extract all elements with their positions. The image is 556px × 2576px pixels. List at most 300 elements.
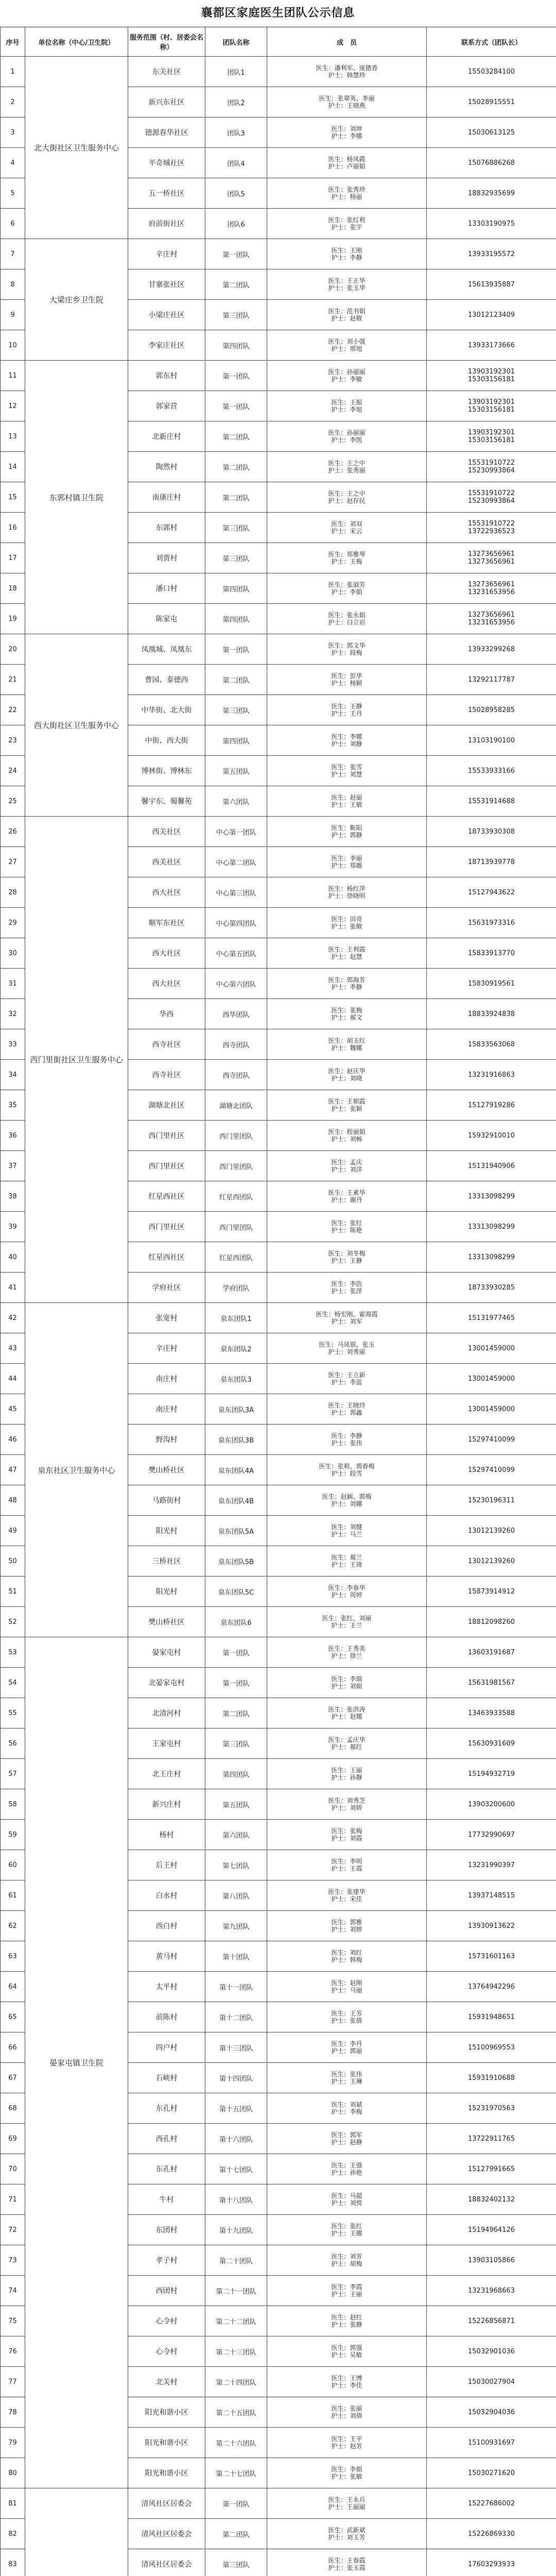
service-area: 西寺社区 (128, 1029, 205, 1060)
team-members: 医生：郭雅 护士：刘婷 (267, 1911, 427, 1941)
team-members: 医生：王之中 护士：张秀丽 (267, 452, 427, 482)
row-number: 72 (1, 2215, 25, 2245)
team-members: 医生：李明 护士：王霞 (267, 1850, 427, 1880)
team-members: 医生：郭军 护士：赵静 (267, 2124, 427, 2154)
team-members: 医生：郭海芳 护士：李静 (267, 969, 427, 999)
team-members: 医生：刘芳 护士：胡梅 (267, 2245, 427, 2276)
team-name: 中心第五团队 (205, 938, 267, 969)
service-area: 陶然村 (128, 452, 205, 482)
leader-phone: 15931910688 (427, 2063, 556, 2093)
row-number: 28 (1, 877, 25, 908)
team-members: 医生：张雪 护士：刘慧 (267, 756, 427, 786)
team-name: 第十六团队 (205, 2124, 267, 2154)
service-area: 樊山桥社区 (128, 1455, 205, 1485)
service-area: 西大社区 (128, 938, 205, 969)
table-row (1, 1637, 556, 1668)
service-area: 曹园、泰德西 (128, 665, 205, 695)
team-members: 医生：王秀美 护士：徐兰 (267, 1637, 427, 1668)
leader-phone: 18812098260 (427, 1607, 556, 1637)
row-number: 52 (1, 1607, 25, 1637)
team-members: 医生：张梅 护士：刘霞 (267, 1820, 427, 1850)
leader-phone: 15833563068 (427, 1029, 556, 1060)
center-name: 西大街社区卫生服务中心 (25, 634, 128, 817)
table-header-row (1, 27, 556, 57)
row-number: 38 (1, 1181, 25, 1212)
row-number: 59 (1, 1820, 25, 1850)
leader-phone: 15531910722 13722936523 (427, 513, 556, 543)
service-area: 新兴庄村 (128, 1789, 205, 1820)
row-number: 39 (1, 1212, 25, 1242)
service-area: 学府社区 (128, 1273, 205, 1303)
team-members: 医生：刘双 护士：宋云 (267, 513, 427, 543)
service-area: 南庄村 (128, 1364, 205, 1394)
leader-phone: 15127991665 (427, 2154, 556, 2184)
team-name: 第二团队 (205, 665, 267, 695)
leader-phone: 13103190100 (427, 725, 556, 756)
team-members: 医生：刘红 护士：韩梅 (267, 1941, 427, 1972)
row-number: 55 (1, 1698, 25, 1728)
center-name: 西门里街社区卫生服务中心 (25, 817, 128, 1303)
team-name: 第一团队 (205, 1637, 267, 1668)
service-area: 樊山桥社区 (128, 1607, 205, 1637)
team-members: 医生：王素华 护士：谢丹 (267, 1181, 427, 1212)
leader-phone: 13292117787 (427, 665, 556, 695)
service-area: 白水村 (128, 1880, 205, 1911)
team-name: 第六团队 (205, 786, 267, 817)
service-area: 后王村 (128, 1850, 205, 1880)
team-name: 第二十团队 (205, 2245, 267, 2276)
row-number: 2 (1, 87, 25, 117)
team-members: 医生：刘坤 护士：李娜 (267, 117, 427, 148)
team-name: 第一团队 (205, 1668, 267, 1698)
team-members: 医生：郑雅琴 护士：王梅 (267, 543, 427, 573)
row-number: 1 (1, 57, 25, 87)
team-name: 团队2 (205, 87, 267, 117)
team-members: 医生：赵丽 护士：王敏 (267, 786, 427, 817)
row-number: 13 (1, 421, 25, 452)
row-number: 42 (1, 1303, 25, 1333)
center-name: 晏家屯镇卫生院 (25, 1637, 128, 2488)
team-name: 第十一团队 (205, 1972, 267, 2002)
team-name: 第四团队 (205, 604, 267, 634)
team-members: 医生：李静 护士：张伟 (267, 1425, 427, 1455)
leader-phone: 13313098299 (427, 1242, 556, 1273)
row-number: 49 (1, 1516, 25, 1546)
header-phone: 联系方式（团队长） (427, 27, 556, 57)
leader-phone: 13231916863 (427, 1060, 556, 1090)
row-number: 6 (1, 209, 25, 239)
row-number: 26 (1, 817, 25, 847)
team-name: 西寺团队 (205, 1060, 267, 1090)
team-members: 医生：王春霞 护士：张玉霞 (267, 2549, 427, 2576)
team-members: 医生：张丽 护士：刘倩 (267, 2397, 427, 2428)
team-members: 医生：王振 护士：李旭 (267, 391, 427, 421)
row-number: 73 (1, 2245, 25, 2276)
service-area: 西寺社区 (128, 1060, 205, 1090)
team-members: 医生：潘利军、庞德香 护士：韩慧珍 (267, 57, 427, 87)
service-area: 东关社区 (128, 57, 205, 87)
service-area: 郭家营 (128, 391, 205, 421)
leader-phone: 15230196311 (427, 1485, 556, 1516)
service-area: 牛村 (128, 2184, 205, 2215)
team-name: 第二十二团队 (205, 2306, 267, 2336)
team-members: 医生：刘秀芝 护士：刘娇 (267, 1789, 427, 1820)
team-name: 泉东团队2 (205, 1333, 267, 1364)
team-members: 医生：王平 护士：赵芳 (267, 2428, 427, 2458)
team-name: 西寺团队 (205, 1029, 267, 1060)
leader-phone: 15631973316 (427, 908, 556, 938)
team-name: 第九团队 (205, 1911, 267, 1941)
team-name: 第四团队 (205, 1759, 267, 1789)
service-area: 西门里社区 (128, 1121, 205, 1151)
row-number: 15 (1, 482, 25, 513)
table-row (1, 1303, 556, 1333)
team-members: 医生：郭文华 护士：段梅 (267, 634, 427, 665)
team-name: 第一团队 (205, 361, 267, 391)
table-row (1, 361, 556, 391)
service-area: 甘寨张社区 (128, 269, 205, 300)
leader-phone: 13231990397 (427, 1850, 556, 1880)
service-area: 清风社区居委会 (128, 2549, 205, 2576)
team-members: 医生：王晓玲 护士：郭鑫 (267, 1394, 427, 1425)
service-area: 红星西社区 (128, 1242, 205, 1273)
team-name: 团队6 (205, 209, 267, 239)
service-area: 马路街村 (128, 1485, 205, 1516)
leader-phone: 15030613125 (427, 117, 556, 148)
team-name: 第二十六团队 (205, 2428, 267, 2458)
service-area: 北清河村 (128, 1698, 205, 1728)
leader-phone: 13001459000 (427, 1394, 556, 1425)
team-members: 医生：李丽 护士：郑薇 (267, 847, 427, 877)
leader-phone: 18733930308 (427, 817, 556, 847)
team-members: 医生：王强 护士：孙艳 (267, 2154, 427, 2184)
service-area: 阳光和谐小区 (128, 2428, 205, 2458)
service-area: 孝子村 (128, 2245, 205, 2276)
service-area: 西孔村 (128, 2124, 205, 2154)
team-name: 第二团队 (205, 452, 267, 482)
team-name: 第十二团队 (205, 2002, 267, 2032)
row-number: 69 (1, 2124, 25, 2154)
team-name: 第二团队 (205, 482, 267, 513)
service-area: 阳光村 (128, 1516, 205, 1546)
row-number: 58 (1, 1789, 25, 1820)
row-number: 75 (1, 2306, 25, 2336)
team-name: 中心第一团队 (205, 817, 267, 847)
row-number: 19 (1, 604, 25, 634)
team-members: 医生：武新斌 护士：刘玉芳 (267, 2519, 427, 2549)
team-members: 医生：李丹 护士：郭丽 (267, 2032, 427, 2063)
row-number: 10 (1, 330, 25, 361)
service-area: 刘贾村 (128, 543, 205, 573)
leader-phone: 13313098299 (427, 1181, 556, 1212)
team-name: 泉东团队5C (205, 1577, 267, 1607)
leader-phone: 15833913770 (427, 938, 556, 969)
row-number: 50 (1, 1546, 25, 1577)
service-area: 石峡村 (128, 2063, 205, 2093)
row-number: 61 (1, 1880, 25, 1911)
team-name: 第三团队 (205, 1728, 267, 1759)
team-name: 第四团队 (205, 330, 267, 361)
service-area: 北王庄村 (128, 1759, 205, 1789)
team-name: 第二团队 (205, 421, 267, 452)
team-members: 医生：张红、刘丽 护士：王兰 (267, 1607, 427, 1637)
service-area: 南康庄村 (128, 482, 205, 513)
service-area: 张宽村 (128, 1303, 205, 1333)
row-number: 37 (1, 1151, 25, 1181)
leader-phone: 15503284100 (427, 57, 556, 87)
leader-phone: 17603293933 (427, 2549, 556, 2576)
leader-phone: 13313098299 (427, 1212, 556, 1242)
row-number: 80 (1, 2458, 25, 2488)
leader-phone: 13903192301 15303156181 (427, 361, 556, 391)
leader-phone: 18833924838 (427, 999, 556, 1029)
row-number: 7 (1, 239, 25, 269)
leader-phone: 13903200600 (427, 1789, 556, 1820)
row-number: 12 (1, 391, 25, 421)
service-area: 西关社区 (128, 847, 205, 877)
team-members: 医生：张伟 护士：王琳 (267, 2063, 427, 2093)
leader-phone: 18713939778 (427, 847, 556, 877)
table-row (1, 634, 556, 665)
team-roster-table (0, 27, 556, 2576)
leader-phone: 15226869330 (427, 2519, 556, 2549)
team-name: 第一团队 (205, 239, 267, 269)
row-number: 57 (1, 1759, 25, 1789)
team-name: 第二团队 (205, 1698, 267, 1728)
team-members: 医生：程丽娟 护士：刘畅 (267, 1121, 427, 1151)
row-number: 16 (1, 513, 25, 543)
header-team: 团队名称 (205, 27, 267, 57)
team-name: 红星西团队 (205, 1242, 267, 1273)
service-area: 东孔村 (128, 2093, 205, 2124)
row-number: 24 (1, 756, 25, 786)
team-name: 中心第六团队 (205, 969, 267, 999)
team-name: 第十九团队 (205, 2215, 267, 2245)
team-members: 医生：郭强 护士：吴敏 (267, 2336, 427, 2367)
service-area: 西关社区 (128, 817, 205, 847)
team-members: 医生：张红利 护士：张宇 (267, 209, 427, 239)
team-name: 泉东团队3B (205, 1425, 267, 1455)
center-name (25, 2488, 128, 2576)
service-area: 太平村 (128, 1972, 205, 2002)
team-name: 第三团队 (205, 695, 267, 725)
team-members: 医生：杨红萍 护士：徐晓明 (267, 877, 427, 908)
leader-phone: 13001459000 (427, 1364, 556, 1394)
leader-phone: 15631981567 (427, 1668, 556, 1698)
leader-phone: 15076886268 (427, 148, 556, 178)
row-number: 53 (1, 1637, 25, 1668)
row-number: 51 (1, 1577, 25, 1607)
row-number: 36 (1, 1121, 25, 1151)
leader-phone: 15932910010 (427, 1121, 556, 1151)
leader-phone: 13903192301 15303156181 (427, 391, 556, 421)
center-name: 北大街社区卫生服务中心 (25, 57, 128, 239)
team-members: 医生：刘健 护士：马兰 (267, 1516, 427, 1546)
row-number: 65 (1, 2002, 25, 2032)
team-members: 医生：马超 护士：刘悦 (267, 2184, 427, 2215)
leader-phone: 15100969553 (427, 2032, 556, 2063)
team-members: 医生：靳阳 护士：郭静 (267, 817, 427, 847)
leader-phone: 15297410099 (427, 1455, 556, 1485)
team-members: 医生：张梅 护士：郝文 (267, 999, 427, 1029)
leader-phone: 15531910722 15230993864 (427, 482, 556, 513)
team-members: 医生：马凤银、张玉 护士：刘秀丽 (267, 1333, 427, 1364)
team-members: 医生：张翠英、李丽 护士：王晓燕 (267, 87, 427, 117)
row-number: 35 (1, 1090, 25, 1121)
team-members: 医生：张秀珍 护士：杨丽 (267, 178, 427, 209)
team-name: 第七团队 (205, 1850, 267, 1880)
row-number: 78 (1, 2397, 25, 2428)
service-area: 博林街、博林东 (128, 756, 205, 786)
row-number: 32 (1, 999, 25, 1029)
team-name: 团队1 (205, 57, 267, 87)
team-members: 医生：彭华 护士：杨颖 (267, 665, 427, 695)
team-name: 第十团队 (205, 1941, 267, 1972)
leader-phone: 15226856871 (427, 2306, 556, 2336)
leader-phone: 15030027904 (427, 2367, 556, 2397)
leader-phone: 13930913622 (427, 1911, 556, 1941)
service-area: 阳光村 (128, 1577, 205, 1607)
leader-phone: 13273656961 13231653956 (427, 573, 556, 604)
row-number: 21 (1, 665, 25, 695)
team-members: 医生：杨凤霞 护士：卢丽娟 (267, 148, 427, 178)
leader-phone: 15613935887 (427, 269, 556, 300)
service-area: 馨宇东、蜀馨苑 (128, 786, 205, 817)
service-area: 北晏家屯村 (128, 1668, 205, 1698)
service-area: 辛庄村 (128, 1333, 205, 1364)
leader-phone: 13231968663 (427, 2276, 556, 2306)
leader-phone: 15028958285 (427, 695, 556, 725)
center-name: 东郭村镇卫生院 (25, 361, 128, 634)
service-area: 德源春华社区 (128, 117, 205, 148)
row-number: 17 (1, 543, 25, 573)
team-members: 医生：郝兰 护士：王琦 (267, 1546, 427, 1577)
team-members: 医生：王利霞 护士：赵慧 (267, 938, 427, 969)
row-number: 83 (1, 2549, 25, 2576)
service-area: 西大社区 (128, 877, 205, 908)
leader-phone: 13933195572 (427, 239, 556, 269)
team-members: 医生：李瑞 护士：刘娟 (267, 1668, 427, 1698)
team-name: 第三团队 (205, 2549, 267, 2576)
team-name: 湖塘北团队 (205, 1090, 267, 1121)
team-name: 泉东团队6 (205, 1607, 267, 1637)
row-number: 9 (1, 300, 25, 330)
team-name: 第六团队 (205, 1820, 267, 1850)
leader-phone: 15030271620 (427, 2458, 556, 2488)
row-number: 34 (1, 1060, 25, 1090)
leader-phone: 13903105866 (427, 2245, 556, 2276)
leader-phone: 13933299268 (427, 634, 556, 665)
row-number: 67 (1, 2063, 25, 2093)
team-name: 第二十七团队 (205, 2458, 267, 2488)
header-community: 服务范围（村、居委会名称） (128, 27, 205, 57)
team-members: 医生：王立新 护士：李蕊 (267, 1364, 427, 1394)
row-number: 25 (1, 786, 25, 817)
team-name: 第五团队 (205, 756, 267, 786)
team-members: 医生：赵刚 护士：马丽 (267, 1972, 427, 2002)
team-members: 医生：张建华 护士：宋佳 (267, 1880, 427, 1911)
team-name: 第四团队 (205, 725, 267, 756)
service-area: 西门里社区 (128, 1212, 205, 1242)
row-number: 8 (1, 269, 25, 300)
service-area: 五一桥社区 (128, 178, 205, 209)
leader-phone: 15873914912 (427, 1577, 556, 1607)
team-name: 第十三团队 (205, 2032, 267, 2063)
table-row (1, 817, 556, 847)
leader-phone: 13933173666 (427, 330, 556, 361)
row-number: 70 (1, 2154, 25, 2184)
team-members: 医生：张莉、郭春梅 护士：段雪 (267, 1455, 427, 1485)
row-number: 5 (1, 178, 25, 209)
leader-phone: 15931948651 (427, 2002, 556, 2032)
team-name: 泉东团队3 (205, 1364, 267, 1394)
team-name: 泉东团队5B (205, 1546, 267, 1577)
service-area: 阳光和谐小区 (128, 2458, 205, 2488)
row-number: 71 (1, 2184, 25, 2215)
team-members: 医生：范书娟 护士：赵敬 (267, 300, 427, 330)
team-members: 医生：李娜 护士：刘静 (267, 725, 427, 756)
team-members: 医生：田亮 护士：张敏 (267, 908, 427, 938)
team-members: 医生：王静 护士：王丹 (267, 695, 427, 725)
service-area: 北新庄村 (128, 421, 205, 452)
service-area: 郭东村 (128, 361, 205, 391)
service-area: 新兴东社区 (128, 87, 205, 117)
row-number: 31 (1, 969, 25, 999)
team-members: 医生：张红 护士：王娜 (267, 2215, 427, 2245)
team-members: 医生：王永兵 护士：王丽丽 (267, 2488, 427, 2519)
row-number: 30 (1, 938, 25, 969)
team-members: 医生：李浩 护士：张萍 (267, 1273, 427, 1303)
row-number: 43 (1, 1333, 25, 1364)
table-body (1, 57, 556, 2576)
service-area: 西门里社区 (128, 1151, 205, 1181)
team-name: 西门里团队 (205, 1121, 267, 1151)
team-name: 第二团队 (205, 2519, 267, 2549)
leader-phone: 13273656961 13273656961 (427, 543, 556, 573)
leader-phone: 15630931609 (427, 1728, 556, 1759)
leader-phone: 15127919286 (427, 1090, 556, 1121)
service-area: 潘口村 (128, 573, 205, 604)
leader-phone: 15297410099 (427, 1425, 556, 1455)
team-name: 第十四团队 (205, 2063, 267, 2093)
leader-phone: 18733930285 (427, 1273, 556, 1303)
leader-phone: 13764942296 (427, 1972, 556, 2002)
row-number: 11 (1, 361, 25, 391)
leader-phone: 13463933588 (427, 1698, 556, 1728)
leader-phone: 15531910722 15230993864 (427, 452, 556, 482)
team-name: 中心第三团队 (205, 877, 267, 908)
row-number: 64 (1, 1972, 25, 2002)
team-name: 第四团队 (205, 573, 267, 604)
team-members: 医生：王朝霞 护士：张颖 (267, 1090, 427, 1121)
service-area: 中华街、北大街 (128, 695, 205, 725)
team-members: 医生：胡玉红 护士：魏娜 (267, 1029, 427, 1060)
team-name: 学府团队 (205, 1273, 267, 1303)
row-number: 77 (1, 2367, 25, 2397)
leader-phone: 13012139260 (427, 1546, 556, 1577)
service-area: 西大社区 (128, 969, 205, 999)
row-number: 66 (1, 2032, 25, 2063)
service-area: 心令村 (128, 2306, 205, 2336)
leader-phone: 13722911765 (427, 2124, 556, 2154)
row-number: 3 (1, 117, 25, 148)
row-number: 47 (1, 1455, 25, 1485)
service-area: 南庄村 (128, 1394, 205, 1425)
service-area: 凤凰城、凤凰东 (128, 634, 205, 665)
team-name: 第二团队 (205, 269, 267, 300)
header-no: 序号 (1, 27, 25, 57)
row-number: 29 (1, 908, 25, 938)
